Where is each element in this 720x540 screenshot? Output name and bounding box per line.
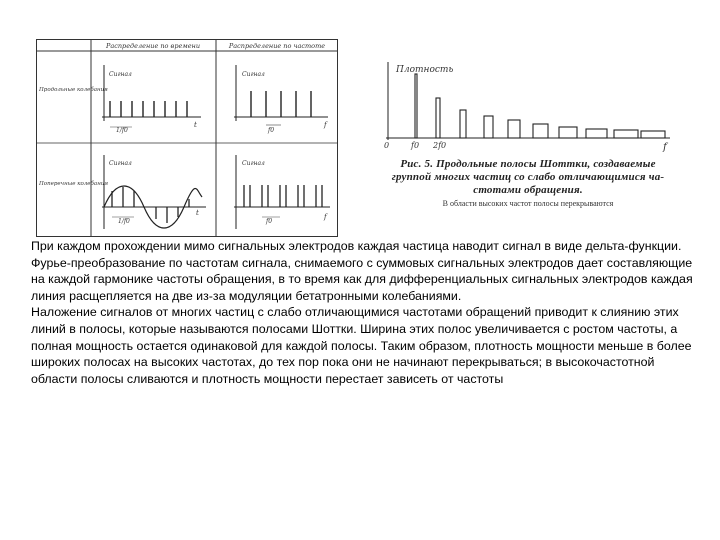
axis-label-f: f [324, 121, 327, 129]
panel-longitudinal-frequency [234, 65, 328, 134]
interval-label: 1/f0 [118, 218, 130, 225]
signal-distribution-figure [36, 39, 338, 237]
panel-transverse-time [102, 155, 206, 229]
panel-transverse-frequency [234, 155, 330, 229]
paragraph-1: При каждом прохождении мимо сигнальных электродов каждая частица наводит сигнал в виде дельта-функции. Фурье-преобразование по частотам сигнала, снимаемого с суммовых сигнальных электродов дает составляющие на каждой гармонике частоты обращения, в то время как для дифференциальных сигнальных электродов каждая линия расщепляется на две из-за модуляции бетатронными колебаниями. [31, 239, 693, 303]
caption-line-3: стотами обращения. [473, 184, 583, 196]
interval-label: f0 [268, 127, 275, 134]
caption-line-2: группой многих частиц со слабо отличающимися ча- [391, 171, 665, 183]
schottky-bands-figure [378, 52, 678, 242]
panel-longitudinal-time [102, 65, 201, 134]
panel-title: Сигнал [242, 160, 265, 167]
interval-label: 1/f0 [116, 127, 128, 134]
caption-line-1: Рис. 5. Продольные полосы Шоттки, создаваемые [400, 158, 656, 170]
tick-label-f0: f0 [411, 141, 420, 150]
schottky-bands [415, 74, 665, 138]
interval-label: f0 [266, 218, 273, 225]
column-header-frequency: Распределение по частоте [228, 42, 326, 50]
y-axis-label: Плотность [396, 65, 454, 75]
row-label-transverse: Поперечные колебания [39, 181, 109, 187]
axis-label-t: t [194, 121, 197, 129]
panel-title: Сигнал [109, 71, 132, 78]
axis-label-f: f [324, 213, 327, 221]
axis-label-t: t [196, 209, 199, 217]
body-text [31, 238, 695, 387]
x-axis-label: f [663, 142, 667, 153]
paragraph-2: Наложение сигналов от многих частиц с слабо отличающимися частотами обращений приводит к слиянию этих линий в полосы, которые называются полосами Шоттки. Ширина этих полос увеличивается с ростом частоты, а полная мощность остается одинаковой для каждой полосы. Таким образом, плотность мощности меньше в более широких полосах на высоких частотах, до тех пор пока они не начинают перекрываться; в высокочастотной области полосы сливаются и плотность мощности перестает зависеть от частоты [31, 305, 692, 386]
tick-label-zero: 0 [384, 141, 390, 150]
panel-title: Сигнал [242, 71, 265, 78]
row-label-longitudinal: Продольные колебания [39, 87, 108, 93]
tick-label-2f0: 2f0 [433, 141, 447, 150]
column-header-time: Распределение по времени [105, 42, 201, 50]
figure-caption [378, 158, 678, 209]
caption-note: В области высоких частот полосы перекрываются [442, 199, 614, 208]
panel-title: Сигнал [109, 160, 132, 167]
